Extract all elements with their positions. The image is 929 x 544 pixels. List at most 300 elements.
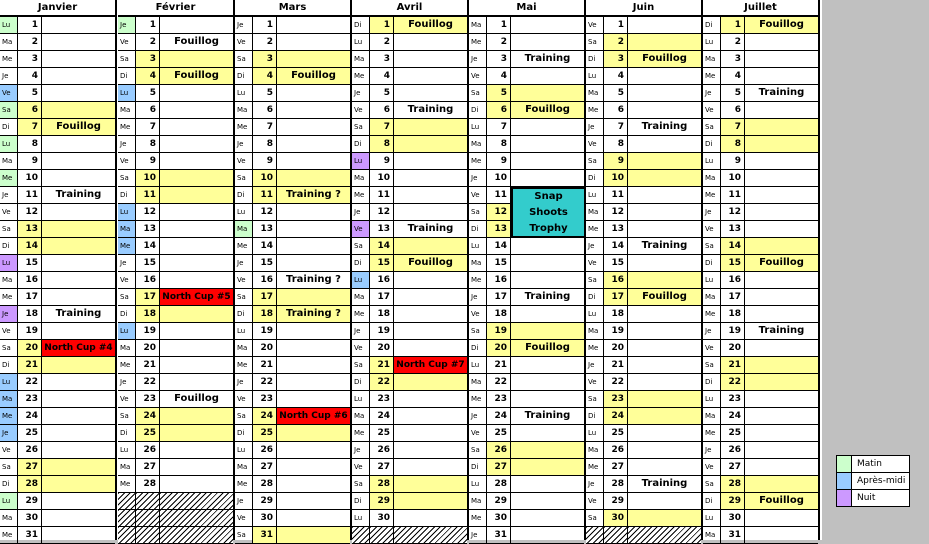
day-row[interactable]: [235, 340, 350, 357]
day-row[interactable]: [235, 459, 350, 476]
event-cell[interactable]: [511, 442, 584, 458]
event-cell[interactable]: [745, 510, 818, 526]
event-cell[interactable]: Fouillog: [174, 36, 219, 47]
event-cell[interactable]: [745, 68, 818, 84]
day-row[interactable]: [703, 357, 818, 374]
day-row[interactable]: [235, 527, 350, 544]
day-row[interactable]: [0, 459, 115, 476]
day-row[interactable]: [352, 340, 467, 357]
event-cell[interactable]: [394, 493, 467, 509]
event-cell[interactable]: Training: [55, 308, 102, 319]
event-cell[interactable]: Fouillog: [745, 255, 818, 271]
day-row[interactable]: [235, 136, 350, 153]
day-row[interactable]: [235, 323, 350, 340]
event-cell[interactable]: [394, 425, 467, 441]
event-cell[interactable]: [160, 306, 233, 322]
day-row[interactable]: [352, 51, 467, 68]
event-cell[interactable]: [628, 187, 701, 203]
day-row[interactable]: [118, 306, 233, 323]
event-cell[interactable]: Fouillog: [42, 119, 115, 135]
day-row[interactable]: [118, 187, 233, 204]
day-row[interactable]: [352, 204, 467, 221]
event-cell[interactable]: [511, 510, 584, 526]
day-row[interactable]: [703, 340, 818, 357]
day-row[interactable]: [469, 476, 584, 493]
event-cell[interactable]: [394, 68, 467, 84]
event-cell[interactable]: [511, 493, 584, 509]
event-cell[interactable]: [160, 170, 233, 186]
event-cell[interactable]: [42, 153, 115, 169]
event-cell[interactable]: [42, 476, 115, 492]
day-row[interactable]: [703, 221, 818, 238]
event-cell[interactable]: [160, 255, 233, 271]
day-row[interactable]: [703, 442, 818, 459]
day-row[interactable]: [469, 17, 584, 34]
day-row[interactable]: [118, 170, 233, 187]
day-row[interactable]: [118, 136, 233, 153]
event-cell[interactable]: Fouillog: [174, 393, 219, 404]
event-cell[interactable]: [42, 425, 115, 441]
day-row[interactable]: [586, 204, 701, 221]
day-row[interactable]: [235, 255, 350, 272]
event-cell[interactable]: [277, 153, 350, 169]
event-cell[interactable]: [394, 204, 467, 220]
day-row[interactable]: [0, 136, 115, 153]
event-cell[interactable]: [628, 408, 701, 424]
day-row[interactable]: [703, 153, 818, 170]
day-row[interactable]: [586, 17, 701, 34]
event-cell[interactable]: [394, 442, 467, 458]
day-row[interactable]: [235, 221, 350, 238]
event-cell[interactable]: [394, 136, 467, 152]
event-cell[interactable]: [160, 136, 233, 152]
day-row[interactable]: [586, 289, 701, 306]
day-row[interactable]: [703, 238, 818, 255]
event-cell[interactable]: [628, 17, 701, 33]
day-row[interactable]: [703, 289, 818, 306]
event-cell[interactable]: [42, 17, 115, 33]
day-row[interactable]: [118, 425, 233, 442]
day-row[interactable]: [352, 34, 467, 51]
event-cell[interactable]: [42, 238, 115, 254]
event-cell[interactable]: [394, 153, 467, 169]
day-row[interactable]: [469, 34, 584, 51]
event-cell[interactable]: [745, 357, 818, 373]
event-cell[interactable]: [628, 102, 701, 118]
day-row[interactable]: [703, 527, 818, 544]
event-cell[interactable]: [745, 391, 818, 407]
day-row[interactable]: [469, 442, 584, 459]
day-row[interactable]: [469, 170, 584, 187]
event-cell[interactable]: [511, 272, 584, 288]
day-row[interactable]: [118, 493, 233, 510]
day-row[interactable]: [586, 221, 701, 238]
event-cell[interactable]: [42, 136, 115, 152]
event-cell[interactable]: [628, 357, 701, 373]
day-row[interactable]: [118, 85, 233, 102]
day-row[interactable]: [352, 272, 467, 289]
event-cell[interactable]: [42, 323, 115, 339]
day-row[interactable]: [352, 221, 467, 238]
day-row[interactable]: [703, 51, 818, 68]
event-cell[interactable]: [42, 170, 115, 186]
event-cell[interactable]: [394, 85, 467, 101]
day-row[interactable]: [703, 68, 818, 85]
day-row[interactable]: [0, 408, 115, 425]
day-row[interactable]: [0, 34, 115, 51]
event-cell[interactable]: [745, 102, 818, 118]
day-row[interactable]: [703, 493, 818, 510]
day-row[interactable]: [0, 238, 115, 255]
event-cell[interactable]: [394, 476, 467, 492]
day-row[interactable]: [118, 51, 233, 68]
day-row[interactable]: [586, 527, 701, 544]
day-row[interactable]: [352, 102, 467, 119]
event-cell[interactable]: Training: [758, 87, 805, 98]
event-cell[interactable]: [628, 306, 701, 322]
event-cell[interactable]: [42, 442, 115, 458]
event-cell[interactable]: [42, 408, 115, 424]
day-row[interactable]: [118, 119, 233, 136]
event-cell[interactable]: [628, 221, 701, 237]
day-row[interactable]: [235, 510, 350, 527]
event-cell[interactable]: Training: [641, 240, 688, 251]
day-row[interactable]: [586, 493, 701, 510]
day-row[interactable]: [586, 408, 701, 425]
day-row[interactable]: [0, 187, 115, 204]
event-cell[interactable]: [42, 493, 115, 509]
day-row[interactable]: [703, 204, 818, 221]
event-cell[interactable]: [628, 34, 701, 50]
event-cell[interactable]: [277, 204, 350, 220]
event-cell[interactable]: North Cup #6: [277, 408, 350, 424]
event-cell[interactable]: [277, 527, 350, 543]
day-row[interactable]: [469, 153, 584, 170]
event-cell[interactable]: [628, 340, 701, 356]
day-row[interactable]: [352, 459, 467, 476]
event-cell[interactable]: [745, 238, 818, 254]
event-cell[interactable]: [160, 221, 233, 237]
day-row[interactable]: [586, 391, 701, 408]
event-cell[interactable]: [511, 119, 584, 135]
event-cell[interactable]: [511, 391, 584, 407]
event-cell[interactable]: [42, 510, 115, 526]
event-cell[interactable]: [277, 323, 350, 339]
day-row[interactable]: [586, 374, 701, 391]
day-row[interactable]: [352, 153, 467, 170]
day-row[interactable]: [235, 204, 350, 221]
event-cell[interactable]: [745, 459, 818, 475]
day-row[interactable]: [352, 493, 467, 510]
day-row[interactable]: [703, 408, 818, 425]
event-cell[interactable]: [394, 459, 467, 475]
event-cell[interactable]: [628, 374, 701, 390]
day-row[interactable]: [0, 255, 115, 272]
event-cell[interactable]: [394, 272, 467, 288]
day-row[interactable]: [586, 357, 701, 374]
event-cell[interactable]: [628, 442, 701, 458]
event-cell[interactable]: [745, 476, 818, 492]
event-cell[interactable]: [745, 221, 818, 237]
event-cell[interactable]: [277, 374, 350, 390]
day-row[interactable]: [703, 102, 818, 119]
event-cell[interactable]: [160, 102, 233, 118]
day-row[interactable]: [0, 221, 115, 238]
event-cell[interactable]: [277, 357, 350, 373]
day-row[interactable]: [0, 442, 115, 459]
day-row[interactable]: [0, 306, 115, 323]
day-row[interactable]: [352, 527, 467, 544]
day-row[interactable]: [235, 408, 350, 425]
event-cell[interactable]: [628, 323, 701, 339]
event-cell[interactable]: [42, 527, 115, 543]
event-cell[interactable]: [745, 289, 818, 305]
day-row[interactable]: [469, 374, 584, 391]
event-cell[interactable]: Training ?: [286, 274, 341, 285]
day-row[interactable]: [469, 408, 584, 425]
event-cell[interactable]: Training: [407, 104, 454, 115]
event-cell[interactable]: [745, 119, 818, 135]
day-row[interactable]: [352, 357, 467, 374]
event-cell[interactable]: [628, 255, 701, 271]
day-row[interactable]: [703, 323, 818, 340]
event-cell[interactable]: [42, 289, 115, 305]
event-cell[interactable]: [277, 119, 350, 135]
event-cell[interactable]: [277, 289, 350, 305]
day-row[interactable]: [352, 391, 467, 408]
event-cell[interactable]: [628, 68, 701, 84]
event-cell[interactable]: [745, 374, 818, 390]
day-row[interactable]: [469, 51, 584, 68]
day-row[interactable]: [586, 459, 701, 476]
event-cell[interactable]: [511, 34, 584, 50]
event-cell[interactable]: [745, 51, 818, 67]
event-cell[interactable]: [394, 170, 467, 186]
day-row[interactable]: [703, 85, 818, 102]
day-row[interactable]: [469, 119, 584, 136]
day-row[interactable]: [235, 68, 350, 85]
event-cell[interactable]: [511, 85, 584, 101]
event-cell[interactable]: [394, 119, 467, 135]
event-cell[interactable]: [42, 34, 115, 50]
event-cell[interactable]: [160, 442, 233, 458]
day-row[interactable]: [118, 238, 233, 255]
event-cell[interactable]: [277, 102, 350, 118]
day-row[interactable]: [703, 17, 818, 34]
event-cell[interactable]: [511, 306, 584, 322]
event-cell[interactable]: [745, 170, 818, 186]
event-cell[interactable]: [628, 493, 701, 509]
day-row[interactable]: [586, 119, 701, 136]
event-cell[interactable]: [160, 374, 233, 390]
event-cell[interactable]: [160, 85, 233, 101]
event-cell[interactable]: Fouillog: [511, 340, 584, 356]
day-row[interactable]: [235, 17, 350, 34]
day-row[interactable]: [586, 34, 701, 51]
event-cell[interactable]: [394, 391, 467, 407]
day-row[interactable]: [586, 170, 701, 187]
event-cell[interactable]: [745, 272, 818, 288]
day-row[interactable]: [703, 425, 818, 442]
day-row[interactable]: [469, 340, 584, 357]
day-row[interactable]: [235, 272, 350, 289]
event-cell[interactable]: [745, 306, 818, 322]
event-cell[interactable]: [511, 357, 584, 373]
event-cell[interactable]: [628, 170, 701, 186]
event-cell[interactable]: [628, 204, 701, 220]
day-row[interactable]: [0, 425, 115, 442]
day-row[interactable]: [352, 119, 467, 136]
event-cell[interactable]: [628, 391, 701, 407]
event-cell[interactable]: [42, 204, 115, 220]
day-row[interactable]: [469, 136, 584, 153]
event-cell[interactable]: [511, 68, 584, 84]
event-cell[interactable]: [511, 238, 584, 254]
event-cell[interactable]: [160, 238, 233, 254]
day-row[interactable]: [469, 493, 584, 510]
day-row[interactable]: [0, 476, 115, 493]
day-row[interactable]: [0, 51, 115, 68]
event-cell[interactable]: [628, 425, 701, 441]
event-cell[interactable]: Fouillog: [745, 17, 818, 33]
day-row[interactable]: [118, 272, 233, 289]
day-row[interactable]: [586, 425, 701, 442]
day-row[interactable]: [235, 153, 350, 170]
event-cell[interactable]: [745, 425, 818, 441]
day-row[interactable]: [118, 221, 233, 238]
event-cell[interactable]: Training: [641, 121, 688, 132]
event-cell[interactable]: [160, 493, 233, 509]
day-row[interactable]: [469, 102, 584, 119]
day-row[interactable]: [0, 272, 115, 289]
event-cell[interactable]: [628, 510, 701, 526]
day-row[interactable]: [118, 374, 233, 391]
day-row[interactable]: [469, 306, 584, 323]
day-row[interactable]: [0, 204, 115, 221]
event-cell[interactable]: [160, 119, 233, 135]
day-row[interactable]: [703, 187, 818, 204]
event-cell[interactable]: [745, 187, 818, 203]
snap-shoots-trophy-event[interactable]: [511, 187, 586, 238]
day-row[interactable]: [703, 255, 818, 272]
day-row[interactable]: [118, 204, 233, 221]
event-cell[interactable]: [42, 459, 115, 475]
event-cell[interactable]: [745, 153, 818, 169]
day-row[interactable]: [0, 17, 115, 34]
day-row[interactable]: [469, 357, 584, 374]
event-cell[interactable]: [394, 323, 467, 339]
day-row[interactable]: [0, 153, 115, 170]
day-row[interactable]: [118, 102, 233, 119]
day-row[interactable]: [0, 170, 115, 187]
day-row[interactable]: [703, 170, 818, 187]
day-row[interactable]: [0, 102, 115, 119]
day-row[interactable]: [469, 323, 584, 340]
event-cell[interactable]: [745, 340, 818, 356]
event-cell[interactable]: [394, 51, 467, 67]
day-row[interactable]: [586, 68, 701, 85]
day-row[interactable]: [352, 289, 467, 306]
day-row[interactable]: [586, 153, 701, 170]
event-cell[interactable]: Fouillog: [628, 51, 701, 67]
event-cell[interactable]: [277, 442, 350, 458]
day-row[interactable]: [352, 323, 467, 340]
day-row[interactable]: [235, 34, 350, 51]
event-cell[interactable]: Training: [524, 53, 571, 64]
event-cell[interactable]: Training ?: [277, 187, 350, 203]
day-row[interactable]: [703, 306, 818, 323]
day-row[interactable]: [352, 255, 467, 272]
day-row[interactable]: [0, 340, 115, 357]
day-row[interactable]: [352, 85, 467, 102]
event-cell[interactable]: [277, 476, 350, 492]
event-cell[interactable]: Fouillog: [628, 289, 701, 305]
event-cell[interactable]: [42, 272, 115, 288]
day-row[interactable]: [703, 510, 818, 527]
event-cell[interactable]: [628, 85, 701, 101]
event-cell[interactable]: Fouillog: [394, 17, 467, 33]
day-row[interactable]: [235, 102, 350, 119]
day-row[interactable]: [118, 357, 233, 374]
event-cell[interactable]: [42, 391, 115, 407]
day-row[interactable]: [0, 391, 115, 408]
event-cell[interactable]: [160, 459, 233, 475]
day-row[interactable]: [469, 527, 584, 544]
event-cell[interactable]: [394, 187, 467, 203]
day-row[interactable]: [586, 255, 701, 272]
event-cell[interactable]: [42, 255, 115, 271]
event-cell[interactable]: [745, 204, 818, 220]
day-row[interactable]: [469, 391, 584, 408]
day-row[interactable]: [235, 442, 350, 459]
event-cell[interactable]: Training: [758, 325, 805, 336]
event-cell[interactable]: Fouillog: [394, 255, 467, 271]
event-cell[interactable]: [628, 527, 701, 543]
event-cell[interactable]: [511, 17, 584, 33]
day-row[interactable]: [469, 272, 584, 289]
event-cell[interactable]: [628, 272, 701, 288]
day-row[interactable]: [703, 34, 818, 51]
day-row[interactable]: [586, 442, 701, 459]
event-cell[interactable]: [628, 136, 701, 152]
day-row[interactable]: [469, 68, 584, 85]
day-row[interactable]: [0, 527, 115, 544]
day-row[interactable]: [235, 289, 350, 306]
day-row[interactable]: [118, 68, 233, 85]
day-row[interactable]: [352, 510, 467, 527]
event-cell[interactable]: [277, 136, 350, 152]
day-row[interactable]: [235, 374, 350, 391]
day-row[interactable]: [0, 85, 115, 102]
day-row[interactable]: [118, 153, 233, 170]
day-row[interactable]: [703, 374, 818, 391]
day-row[interactable]: [235, 306, 350, 323]
day-row[interactable]: [352, 136, 467, 153]
event-cell[interactable]: [160, 340, 233, 356]
day-row[interactable]: [586, 187, 701, 204]
day-row[interactable]: [352, 187, 467, 204]
event-cell[interactable]: [277, 255, 350, 271]
event-cell[interactable]: [160, 51, 233, 67]
day-row[interactable]: [118, 442, 233, 459]
day-row[interactable]: [586, 136, 701, 153]
day-row[interactable]: [235, 170, 350, 187]
event-cell[interactable]: Training: [524, 410, 571, 421]
day-row[interactable]: [586, 340, 701, 357]
event-cell[interactable]: [277, 221, 350, 237]
event-cell[interactable]: [511, 476, 584, 492]
day-row[interactable]: [0, 119, 115, 136]
